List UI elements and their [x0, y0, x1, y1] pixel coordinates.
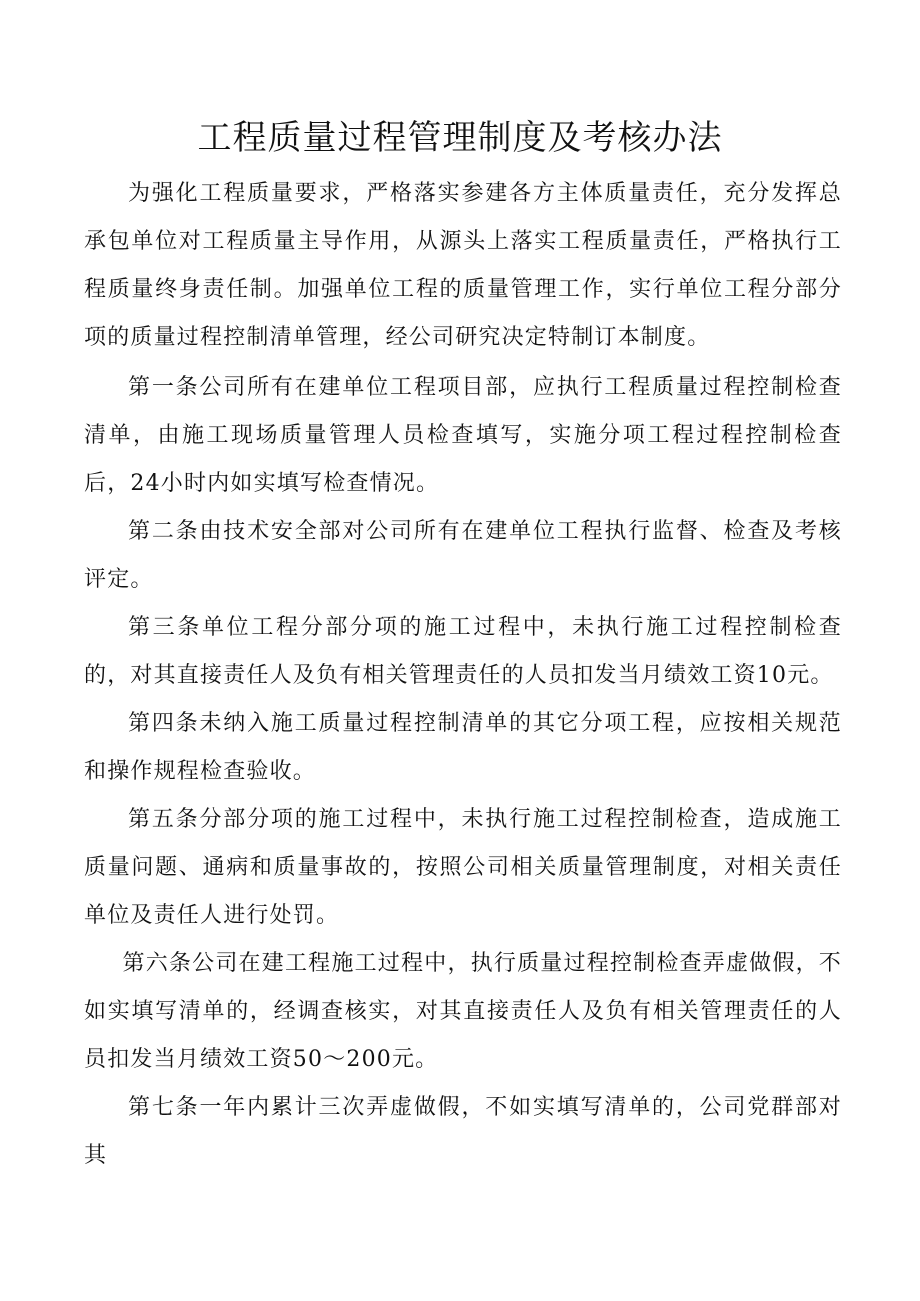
article-5-paragraph: 第五条分部分项的施工过程中，未执行施工过程控制检查，造成施工质量问题、通病和质量事故的，按照公司相关质量管理制度，对相关责任单位及责任人进行处罚。: [84, 807, 842, 928]
article-2-paragraph: 第二条由技术安全部对公司所有在建单位工程执行监督、检查及考核评定。: [84, 519, 842, 592]
article-3-paragraph: 第三条单位工程分部分项的施工过程中，未执行施工过程控制检查的，对其直接责任人及负有相关管理责任的人员扣发当月绩效工资10元。: [84, 615, 842, 688]
preamble-paragraph: 为强化工程质量要求，严格落实参建各方主体质量责任，充分发挥总承包单位对工程质量主导作用，从源头上落实工程质量责任，严格执行工程质量终身责任制。加强单位工程的质量管理工作，实行单位工程分部分项的质量过程控制清单管理，经公司研究决定特制订本制度。: [84, 181, 842, 350]
article-4-paragraph: 第四条未纳入施工质量过程控制清单的其它分项工程，应按相关规范和操作规程检查验收。: [84, 711, 842, 784]
article-7-paragraph: 第七条一年内累计三次弄虚做假，不如实填写清单的，公司党群部对其: [84, 1095, 842, 1168]
article-6-paragraph: 第六条公司在建工程施工过程中，执行质量过程控制检查弄虚做假，不如实填写清单的，经调查核实，对其直接责任人及负有相关管理责任的人员扣发当月绩效工资50～200元。: [84, 951, 842, 1072]
article-1-paragraph: 第一条公司所有在建单位工程项目部，应执行工程质量过程控制检查清单，由施工现场质量管理人员检查填写，实施分项工程过程控制检查后，24小时内如实填写检查情况。: [84, 375, 842, 496]
document-title: 工程质量过程管理制度及考核办法: [197, 118, 723, 158]
